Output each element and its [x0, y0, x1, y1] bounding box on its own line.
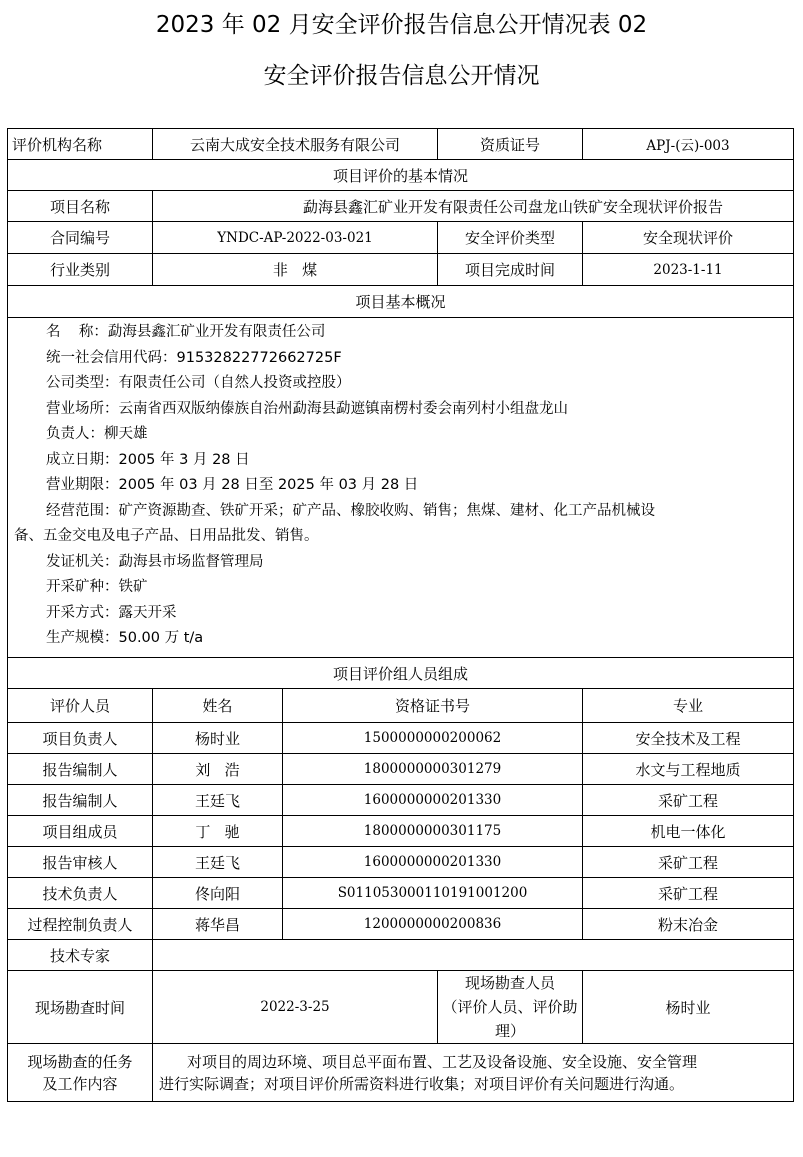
overview-body: [8, 318, 794, 658]
member-cert: 1800000000301175: [283, 816, 583, 847]
member-name: 杨时业: [153, 723, 283, 754]
member-role: 过程控制负责人: [8, 909, 153, 940]
overview-line: 成立日期：2005 年 3 月 28 日: [46, 451, 250, 468]
org-value: 云南大成安全技术服务有限公司: [153, 129, 438, 160]
project-name-label: 项目名称: [8, 191, 153, 222]
overview-scope-line: 经营范围：矿产资源勘查、铁矿开采；矿产品、橡胶收购、销售；焦煤、建材、化工产品机械设: [46, 502, 655, 519]
table-row: [8, 754, 794, 785]
expert-value: [153, 940, 794, 971]
org-row: [8, 129, 794, 160]
team-header-role: 评价人员: [8, 689, 153, 723]
member-major: 采矿工程: [583, 785, 794, 816]
member-cert: 1600000000201330: [283, 785, 583, 816]
industry-label: 行业类别: [8, 254, 153, 286]
expert-label: 技术专家: [8, 940, 153, 971]
table-row: [8, 723, 794, 754]
overview-line: 营业场所：云南省西双版纳傣族自治州勐海县勐遮镇南楞村委会南列村小组盘龙山: [46, 400, 568, 417]
member-name: 王廷飞: [153, 847, 283, 878]
team-header-major: 专业: [583, 689, 794, 723]
member-role: 报告审核人: [8, 847, 153, 878]
basic-section-title: 项目评价的基本情况: [8, 160, 794, 191]
site-task-value: [153, 1044, 794, 1102]
disclosure-table: [7, 128, 794, 1102]
industry-value: 非 煤: [153, 254, 438, 286]
document-subtitle: 安全评价报告信息公开情况: [263, 63, 540, 89]
member-major: 机电一体化: [583, 816, 794, 847]
member-major: 采矿工程: [583, 878, 794, 909]
site-time-label: 现场勘查时间: [8, 971, 153, 1044]
eval-type-value: 安全现状评价: [583, 222, 794, 254]
team-header-row: [8, 689, 794, 723]
team-section-title: 项目评价组人员组成: [8, 658, 794, 689]
overview-line: 公司类型：有限责任公司（自然人投资或控股）: [46, 375, 351, 391]
contract-label: 合同编号: [8, 222, 153, 254]
member-role: 技术负责人: [8, 878, 153, 909]
member-name: 佟向阳: [153, 878, 283, 909]
overview-line: 开采方式：露天开采: [46, 604, 177, 621]
document-title: 2023 年 02 月安全评价报告信息公开情况表 02: [155, 12, 648, 38]
site-time-row: [8, 971, 794, 1044]
member-major: 安全技术及工程: [583, 723, 794, 754]
member-major: 粉末冶金: [583, 909, 794, 940]
table-row: [8, 785, 794, 816]
site-task-row: [8, 1044, 794, 1102]
overview-line: 负责人：柳天雄: [46, 426, 148, 442]
site-task-label-line: 及工作内容: [42, 1074, 118, 1093]
member-cert: S011053000110191001200: [283, 878, 583, 909]
member-role: 项目负责人: [8, 723, 153, 754]
member-cert: 1600000000201330: [283, 847, 583, 878]
member-role: 报告编制人: [8, 754, 153, 785]
member-role: 报告编制人: [8, 785, 153, 816]
overview-line: 营业期限：2005 年 03 月 28 日至 2025 年 03 月 28 日: [46, 477, 419, 493]
member-cert: 1500000000200062: [283, 723, 583, 754]
industry-row: [8, 254, 794, 286]
overview-line: 生产规模：50.00 万 t/a: [46, 630, 204, 646]
member-name: 王廷飞: [153, 785, 283, 816]
cert-value: APJ-(云)-003: [583, 129, 794, 160]
member-cert: 1200000000200836: [283, 909, 583, 940]
contract-value: YNDC-AP-2022-03-021: [153, 222, 438, 254]
table-row: [8, 878, 794, 909]
overview-scope-line: 备、五金交电及电子产品、日用品批发、销售。: [14, 528, 319, 544]
site-staff-label: [438, 971, 583, 1044]
member-role: 项目组成员: [8, 816, 153, 847]
site-staff-label-line: （评价人员、评价助理）: [442, 998, 578, 1040]
member-major: 水文与工程地质: [583, 754, 794, 785]
site-task-line: 对项目的周边环境、项目总平面布置、工艺及设备设施、安全设施、安全管理: [187, 1052, 698, 1071]
project-name-row: [8, 191, 794, 222]
member-cert: 1800000000301279: [283, 754, 583, 785]
site-task-label-line: 现场勘查的任务: [27, 1052, 133, 1071]
table-row: [8, 816, 794, 847]
overview-line: 开采矿种：铁矿: [46, 579, 148, 595]
table-row: [8, 847, 794, 878]
site-time-value: 2022-3-25: [153, 971, 438, 1044]
overview-line: 发证机关：勐海县市场监督管理局: [46, 553, 264, 570]
eval-type-label: 安全评价类型: [438, 222, 583, 254]
contract-row: [8, 222, 794, 254]
team-header-cert: 资格证书号: [283, 689, 583, 723]
member-name: 丁 驰: [153, 816, 283, 847]
site-task-label: [8, 1044, 153, 1102]
site-staff-value: 杨时业: [583, 971, 794, 1044]
team-header-name: 姓名: [153, 689, 283, 723]
project-name-value: 勐海县鑫汇矿业开发有限责任公司盘龙山铁矿安全现状评价报告: [153, 191, 794, 222]
site-staff-label-line: 现场勘查人员: [465, 974, 556, 992]
overview-line: 名 称：勐海县鑫汇矿业开发有限责任公司: [46, 324, 326, 340]
overview-section-title: 项目基本概况: [8, 286, 794, 318]
expert-row: [8, 940, 794, 971]
site-task-line: 进行实际调查；对项目评价所需资料进行收集；对项目评价有关问题进行沟通。: [159, 1074, 685, 1093]
overview-line: 统一社会信用代码：91532822772662725F: [46, 349, 342, 366]
member-major: 采矿工程: [583, 847, 794, 878]
complete-value: 2023-1-11: [583, 254, 794, 286]
cert-label: 资质证号: [438, 129, 583, 160]
org-label: 评价机构名称: [8, 129, 153, 160]
overview-row: [8, 318, 794, 658]
member-name: 蒋华昌: [153, 909, 283, 940]
complete-label: 项目完成时间: [438, 254, 583, 286]
member-name: 刘 浩: [153, 754, 283, 785]
table-row: [8, 909, 794, 940]
